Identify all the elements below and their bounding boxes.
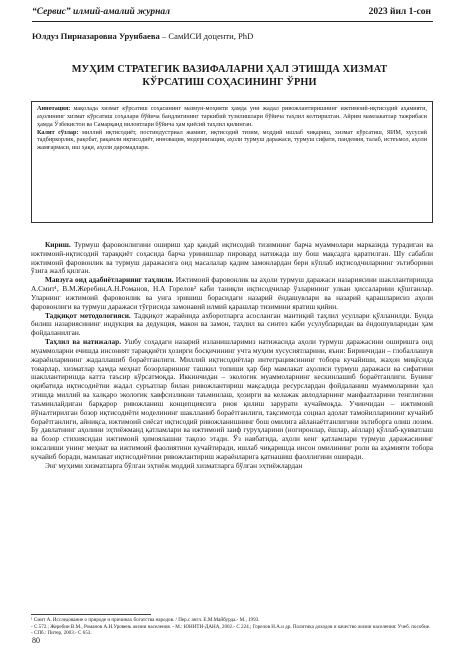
page-number: 80 xyxy=(32,636,40,645)
keywords-label: Калит сўзлар: xyxy=(37,128,79,136)
author-line xyxy=(32,31,253,41)
body-paragraph-methodology xyxy=(31,312,433,338)
keywords-paragraph xyxy=(37,129,427,153)
paragraph-text: Тадқиқот жараёнида ахборотларга асосланган мантиқий таҳлил усуллари қўлланилди. Бунда билиш назариясининг индукция ва дедукция, макон ва замон, таҳлил ва синтез каби усулубларидан ва ёндошувларидан ҳам фойдаланилган. xyxy=(31,310,434,338)
footnote-1: ¹ Смит А. Исследование о природе и причинах богатства народов. / Пер.с англ. Е.М.Майбурда.- М., 1993. xyxy=(31,617,260,623)
keywords-text: миллий иқтисодиёт, постиндустриал жамият, иқтисодий тизим, моддий ишлаб чиқариш, хизмат кўрсатиш, ЯИМ, хусусий тадбиркорлик, рақобат, рақамли иқтисодиёт, инновация, модернизация, аҳоли турмуш даражаси, турмуш сифати, пандемия, талаб, истеъмол, аҳоли жамғармаси, иш ҳақи, аҳоли даромадлари. xyxy=(37,128,427,152)
body-paragraph-continuation xyxy=(31,462,433,471)
abstract-text: мақолада хизмат кўрсатиш соҳасининг мазмун-моҳияти ҳамда уни жадал ривожлантиришнинг ижтимоий-иқтисодий аҳамияти, аҳолининг хизмат кўрсатиш соҳалари бўйича бандлигининг таркибий тузилишлари бўйича таҳлил келтирилган. Айрим мамлакатлар тажрибаси ҳамда Ўзбекистон ва Самарқанд вилоятлари бўйича ҳам қиёсий таҳлил қилинган. xyxy=(37,105,427,128)
abstract-paragraph xyxy=(37,105,427,129)
footnotes xyxy=(31,617,433,637)
header-rule xyxy=(32,21,433,22)
article-title: МУҲИМ СТРАТЕГИК ВАЗИФАЛАРНИ ҲАЛ ЭТИШДА ХИЗМАТ КЎРСАТИШ СОҲАСИНИНГ ЎРНИ xyxy=(71,64,388,88)
paragraph-text: Турмуш фаровонлигини ошириш ҳар қандай иқтисодий тизимнинг барча муаммолари марказида турадиган ва ижтимоий-иқтисодий тараққиёт соҳасида барча уринишлар пировард натижада шу бош мақсадга қаратилган. Шу сабабли ижтимоий фаровонлик ва турмуш даражасига оид масалалар қадим замонлардан бери кўплаб иқтисодчиларнинг эътиборини ўзига жалб қилган. xyxy=(31,240,433,276)
paragraph-text: Энг муҳими хизматларга бўлган эҳтиёж моддий хизматларга бўлган эҳтиёжлардан xyxy=(45,460,303,470)
article-body xyxy=(31,241,433,471)
body-paragraph-literature xyxy=(31,276,433,311)
paragraph-text: Ижтимоий фаровонлик ва аҳоли турмуш даражаси назариясини шакллантиришда А.Смит¹, В.М.Жеребин,А.Н.Романов, Н.А Горелов² каби таниқли иқтисодчилар ўзларининг улкан ҳиссаларини қўшганлар. Уларнинг ижтимоий фаровонлик ва унга эришиш борасидаги назарий ёндашувлари ва назарий қарашларисиз аҳоли фаровонлиги ва турмуш даражаси тўғрисида замонавий илмий қарашлар тизимини яратиш қийин. xyxy=(31,275,433,311)
issue-info: 2023 йил 1-сон xyxy=(368,7,431,17)
section-heading: Кириш. xyxy=(45,240,71,249)
footnote-2: - С.572.; Жеребин В.М., Романов А.Н.Уровень жизни населения. - М.: ЮНИТИ-ДАНА, 2002.- С 224.; Горелов Н.А.и др. Политика доходов и качество жизни населения: Учеб. пособие. - СПб.: Питер, 2003.- С 653. xyxy=(31,623,431,637)
section-heading: Мавзуга оид адабиётларнинг таҳлили. xyxy=(45,275,174,285)
running-header xyxy=(20,7,439,21)
abstract-box xyxy=(31,101,433,223)
author-affiliation: – СамИСИ доценти, PhD xyxy=(159,31,254,41)
body-paragraph-intro xyxy=(31,241,433,276)
body-paragraph-results xyxy=(31,338,433,462)
section-heading: Тадқиқот методологияси. xyxy=(45,310,131,320)
footnote-rule xyxy=(31,614,151,615)
abstract-label: Аннотация: xyxy=(37,105,71,112)
paragraph-text: Ушбу соҳадаги назарий изланишларимиз натижасида аҳоли турмуш даражасини оширишга оид муаммоларни ечишда инсоният тараққиёти ҳозирги босқичининг учта муҳим хусусиятларини, яъни: Биринчидан – глобаллашув жараёнларининг жадаллашиб бораётганлиги. Миллий иқтисодиётлар интеграциясининг тобора кучайиши, жаҳон миқёсида товарлар, хизматлар ҳамда меҳнат бозорларининг ташкил топиши ҳар бир мамлакат аҳолиси турмуш даражаси ва сифатини шакллантиришда катта таъсир кўрсатмоқда. Иккинчидан – экологик муаммоларнинг кескинлашиб бораётганлиги. Бунинг оқибатида иқтисодиётни жадал суръатлар билан ривожлантириш мақсадида ресурслардан фойдаланиш муаммоларини ҳал этишда миллий ва халқаро экологик хавфсизликни таъминлаш, ҳозирги ва келажак авлодларнинг манфаатларини тенглигини таъминлайдиган барқарор ривожланиш концепциясига риоя қилиш зарурати кучаймоқда. Учинчидан – ижтимоий йўналтирилган бозор иқтисодиёти моделининг шаклланиб бораётганлиги, тақсимотда социал адолат тамойилларининг кучайиб бораётганлиги, айниқса, ижтимоий сиёсат иқтисодий ривожланишнинг бош омилига айланаётганлигини эътиборга олиш лозим. Бу давлатнинг аҳолини эҳтиёжманд қатламлари ва ижтимоий заиф гуруҳларини (ногиронлар, ёшлар, аёллар) қўллаб-қувватлаш ва бозор стихиясидан ижтимоий ҳимоялашни тақозо этади. Ўз навбатида, аҳоли кенг қатламлари турмуш даражасининг юксалиши унинг меҳнат ва ижтимоий фаолиятини кучайтиради, ишлаб чиқаришда инсон омилининг роли ва аҳамияти тобора кучайиб боради, мамлакат иқтисодиётини ривожлантириш жараёнларига қатнашиш фаоллигини оширади. xyxy=(31,337,433,461)
section-heading: Таҳлил ва натижалар. xyxy=(45,337,122,347)
journal-name: “Сервис” илмий-амалий журнал xyxy=(32,7,170,17)
author-name: Юлдуз Пирназаровна Урунбаева xyxy=(32,31,160,41)
